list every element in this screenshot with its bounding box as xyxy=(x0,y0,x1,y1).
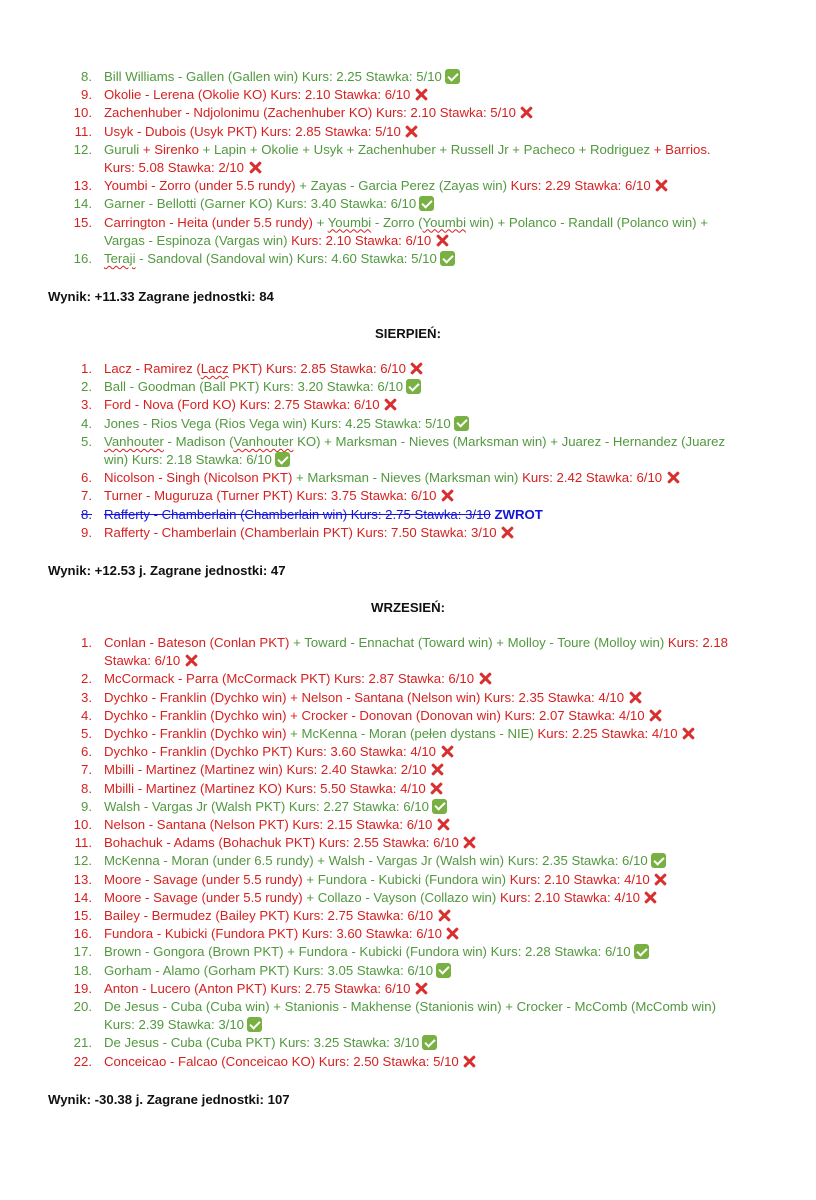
cross-mark-icon xyxy=(627,690,642,705)
bet-number: 14. xyxy=(73,889,92,905)
bet-number: 2. xyxy=(81,379,92,395)
cross-mark-icon xyxy=(462,835,477,850)
cross-mark-icon xyxy=(439,744,454,759)
bet-number: 15. xyxy=(73,908,92,924)
bet-text: + McKenna - Moran (pełen dystans - NIE) xyxy=(290,726,538,742)
bet-text: Okolie - Lerena (Okolie KO) Kurs: 2.10 Stawka: 6/10 xyxy=(104,87,411,103)
bet-text: Brown - Gongora (Brown PKT) + Fundora - Kubicki (Fundora win) Kurs: 2.28 Stawka: 6/10 xyxy=(104,944,631,960)
bet-item xyxy=(0,998,744,1034)
bet-item xyxy=(0,195,744,213)
bet-number: 22. xyxy=(73,1053,92,1069)
bet-text: Bill Williams - Gallen (Gallen win) Kurs: 2.25 Stawka: 5/10 xyxy=(104,69,442,84)
bet-number: 21. xyxy=(73,1035,92,1051)
bet-text: Teraji xyxy=(104,251,136,267)
bet-text: ZWROT xyxy=(494,506,543,522)
bet-number: 15. xyxy=(73,214,92,230)
bet-number: 4. xyxy=(81,415,92,431)
bet-item xyxy=(0,889,744,907)
bet-item xyxy=(0,104,744,122)
cross-mark-icon xyxy=(665,470,680,485)
bet-number: 3. xyxy=(81,689,92,705)
bet-item xyxy=(0,743,744,761)
bet-text: + Barrios. Kurs: 5.08 Stawka: 2/10 xyxy=(104,141,711,176)
bet-number: 16. xyxy=(73,926,92,942)
bet-number: 8. xyxy=(81,780,92,796)
bet-item xyxy=(0,524,744,542)
september-bets-list xyxy=(0,634,816,1071)
bet-number: 20. xyxy=(73,999,92,1015)
bet-item xyxy=(0,962,744,980)
bet-item xyxy=(0,360,744,378)
bet-item xyxy=(0,415,744,433)
bet-number: 6. xyxy=(81,470,92,486)
bet-text: - Madison ( xyxy=(163,433,234,449)
check-mark-icon xyxy=(634,944,649,959)
bet-item xyxy=(0,123,744,141)
bet-text: + Zayas - Garcia Perez (Zayas win) xyxy=(299,178,511,194)
bet-item xyxy=(0,214,744,250)
bet-text: Nelson - Santana (Nelson PKT) Kurs: 2.15 Stawka: 6/10 xyxy=(104,817,433,833)
cross-mark-icon xyxy=(462,1054,477,1069)
bet-number: 6. xyxy=(81,744,92,760)
bet-text: Dychko - Franklin (Dychko win) + Nelson - Santana (Nelson win) Kurs: 2.35 Stawka: 4/10 xyxy=(104,689,625,705)
bet-text: Kurs: 2.29 Stawka: 6/10 xyxy=(510,178,651,194)
bet-item xyxy=(0,871,744,889)
bet-number: 5. xyxy=(81,726,92,742)
bet-text: Bailey - Bermudez (Bailey PKT) Kurs: 2.75 Stawka: 6/10 xyxy=(104,908,434,924)
bet-text: Guruli xyxy=(104,141,143,157)
bet-number: 16. xyxy=(73,251,92,267)
bet-item xyxy=(0,86,744,104)
bet-text: Kurs: 2.25 Stawka: 4/10 xyxy=(537,726,678,742)
bet-text: Dychko - Franklin (Dychko PKT) Kurs: 3.60 Stawka: 4/10 xyxy=(104,744,437,760)
check-mark-icon xyxy=(406,379,421,394)
bet-item xyxy=(0,1053,744,1071)
bet-text: + Lapin + Okolie + Usyk + Zachenhuber + Russell Jr + Pacheco + Rodriguez xyxy=(198,141,654,157)
bet-item xyxy=(0,506,744,524)
cross-mark-icon xyxy=(183,653,198,668)
bet-item xyxy=(0,378,744,396)
cross-mark-icon xyxy=(477,671,492,686)
bet-text: Conceicao - Falcao (Conceicao KO) Kurs: 2.50 Stawka: 5/10 xyxy=(104,1053,459,1069)
cross-mark-icon xyxy=(409,361,424,376)
bet-text: Nicolson - Singh (Nicolson PKT) xyxy=(104,470,297,486)
bet-text: Vanhouter xyxy=(233,433,294,449)
bet-text: PKT) Kurs: 2.85 Stawka: 6/10 xyxy=(228,361,406,376)
check-mark-icon xyxy=(651,853,666,868)
august-heading: SIERPIEŃ: xyxy=(375,326,441,341)
bet-number: 18. xyxy=(73,962,92,978)
bet-text: Rafferty - Chamberlain (Chamberlain win) Kurs: 2.75 Stawka: 3/10 xyxy=(104,506,491,522)
bet-text: Gorham - Alamo (Gorham PKT) Kurs: 3.05 Stawka: 6/10 xyxy=(104,962,434,978)
bet-item xyxy=(0,907,744,925)
check-mark-icon xyxy=(422,1035,437,1050)
bet-text: Ball - Goodman (Ball PKT) Kurs: 3.20 Stawka: 6/10 xyxy=(104,379,404,395)
bet-item xyxy=(0,725,744,743)
bet-text: De Jesus - Cuba (Cuba win) + Stanionis - Makhense (Stanionis win) + Crocker - McComb (McComb win) Kurs: 2.39 Stawka: 3/10 xyxy=(104,999,716,1033)
cross-mark-icon xyxy=(643,890,658,905)
check-mark-icon xyxy=(436,963,451,978)
bet-text: Kurs: 2.18 Stawka: 6/10 xyxy=(104,635,729,669)
bet-number: 5. xyxy=(81,433,92,449)
bet-text: + Marksman - Nieves (Marksman win) xyxy=(296,470,523,486)
cross-mark-icon xyxy=(429,781,444,796)
bet-text: Kurs: 2.42 Stawka: 6/10 xyxy=(522,470,663,486)
bet-number: 10. xyxy=(73,817,92,833)
bet-item xyxy=(0,469,744,487)
cross-mark-icon xyxy=(440,488,455,503)
bet-text: Rafferty - Chamberlain (Chamberlain PKT) Kurs: 7.50 Stawka: 3/10 xyxy=(104,524,497,540)
bet-item xyxy=(0,834,744,852)
july-result: Wynik: +11.33 Zagrane jednostki: 84 xyxy=(48,289,274,304)
cross-mark-icon xyxy=(653,872,668,887)
bet-item xyxy=(0,177,744,195)
cross-mark-icon xyxy=(436,908,451,923)
bet-text: McCormack - Parra (McCormack PKT) Kurs: 2.87 Stawka: 6/10 xyxy=(104,671,475,687)
bet-text: + Fundora - Kubicki (Fundora win) xyxy=(306,871,510,887)
bet-text: McKenna - Moran (under 6.5 rundy) + Walsh - Vargas Jr (Walsh win) Kurs: 2.35 Stawka: 6/10 xyxy=(104,853,648,869)
bet-number: 12. xyxy=(73,141,92,157)
august-bets-list xyxy=(0,360,816,542)
bet-text: Carrington - Heita (under 5.5 rundy) xyxy=(104,214,317,230)
bet-number: 7. xyxy=(81,488,92,504)
bet-number: 13. xyxy=(73,178,92,194)
cross-mark-icon xyxy=(383,397,398,412)
bet-text: Mbilli - Martinez (Martinez win) Kurs: 2.40 Stawka: 2/10 xyxy=(104,762,427,778)
check-mark-icon xyxy=(432,799,447,814)
bet-text: Jones - Rios Vega (Rios Vega win) Kurs: 4.25 Stawka: 5/10 xyxy=(104,415,451,431)
check-mark-icon xyxy=(440,251,455,266)
cross-mark-icon xyxy=(654,178,669,193)
september-heading: WRZESIEŃ: xyxy=(371,600,445,615)
bet-item xyxy=(0,780,744,798)
bet-item xyxy=(0,852,744,870)
bet-item xyxy=(0,816,744,834)
bet-text: Kurs: 2.10 Stawka: 4/10 xyxy=(509,871,650,887)
bet-text: Kurs: 2.10 Stawka: 6/10 xyxy=(291,232,432,248)
bet-item xyxy=(0,634,744,670)
bet-text: - Zorro ( xyxy=(371,214,423,230)
bet-number: 1. xyxy=(81,361,92,376)
check-mark-icon xyxy=(445,69,460,84)
bet-item xyxy=(0,980,744,998)
bet-text: Zachenhuber - Ndjolonimu (Zachenhuber KO) Kurs: 2.10 Stawka: 5/10 xyxy=(104,105,516,121)
july-bets-list xyxy=(0,68,816,268)
bet-text: Lacz xyxy=(200,361,229,376)
bet-item xyxy=(0,396,744,414)
cross-mark-icon xyxy=(413,87,428,102)
bet-text: Ford - Nova (Ford KO) Kurs: 2.75 Stawka: 6/10 xyxy=(104,397,380,413)
bet-text: Fundora - Kubicki (Fundora PKT) Kurs: 3.60 Stawka: 6/10 xyxy=(104,926,442,942)
bet-number: 1. xyxy=(81,635,92,650)
cross-mark-icon xyxy=(519,105,534,120)
bet-text: Bohachuk - Adams (Bohachuk PKT) Kurs: 2.55 Stawka: 6/10 xyxy=(104,835,459,851)
bet-text: Lacz - Ramirez ( xyxy=(104,361,201,376)
cross-mark-icon xyxy=(247,160,262,175)
bet-number: 10. xyxy=(73,105,92,121)
bet-number: 17. xyxy=(73,944,92,960)
bet-text: Usyk - Dubois (Usyk PKT) Kurs: 2.85 Stawka: 5/10 xyxy=(104,123,401,139)
bet-text: Youmbi xyxy=(422,214,467,230)
bet-item xyxy=(0,943,744,961)
bet-text: - Sandoval (Sandoval win) Kurs: 4.60 Stawka: 5/10 xyxy=(135,251,437,267)
cross-mark-icon xyxy=(500,525,515,540)
bet-text: + Collazo - Vayson (Collazo win) xyxy=(306,889,500,905)
bet-text: Moore - Savage (under 5.5 rundy) xyxy=(104,871,307,887)
bet-item xyxy=(0,68,744,86)
cross-mark-icon xyxy=(413,981,428,996)
bet-number: 9. xyxy=(81,798,92,814)
bet-text: Youmbi xyxy=(327,214,372,230)
bet-text: Mbilli - Martinez (Martinez KO) Kurs: 5.50 Stawka: 4/10 xyxy=(104,780,426,796)
bet-text: Conlan - Bateson (Conlan PKT) xyxy=(104,635,294,650)
cross-mark-icon xyxy=(404,124,419,139)
bet-text: Youmbi - Zorro (under 5.5 rundy) xyxy=(104,178,300,194)
bet-number: 9. xyxy=(81,87,92,103)
bet-item xyxy=(0,670,744,688)
bet-item xyxy=(0,925,744,943)
bet-text: win) + Polanco - Randall (Polanco win) + Vargas - Espinoza (Vargas win) xyxy=(104,214,708,248)
bet-text: Turner - Muguruza (Turner PKT) Kurs: 3.75 Stawka: 6/10 xyxy=(104,488,437,504)
bet-text: Dychko - Franklin (Dychko win) + Crocker - Donovan (Donovan win) Kurs: 2.07 Stawka: 4/10 xyxy=(104,707,645,723)
bet-item xyxy=(0,487,744,505)
cross-mark-icon xyxy=(648,708,663,723)
bet-item xyxy=(0,1034,744,1052)
bet-text: De Jesus - Cuba (Cuba PKT) Kurs: 3.25 Stawka: 3/10 xyxy=(104,1035,420,1051)
bet-text: + Toward - Ennachat (Toward win) + Molloy - Toure (Molloy win) xyxy=(293,635,668,650)
bet-text: Vanhouter xyxy=(104,433,164,449)
bet-number: 11. xyxy=(74,123,92,139)
bet-number: 9. xyxy=(81,524,92,540)
bet-text: Dychko - Franklin (Dychko win) xyxy=(104,726,291,742)
cross-mark-icon xyxy=(429,762,444,777)
bet-number: 4. xyxy=(81,707,92,723)
bet-number: 2. xyxy=(81,671,92,687)
bet-item xyxy=(0,707,744,725)
bet-number: 8. xyxy=(81,69,92,84)
bet-text: + xyxy=(316,214,328,230)
bet-text: Kurs: 2.10 Stawka: 4/10 xyxy=(499,889,640,905)
bet-number: 11. xyxy=(74,835,92,851)
bet-number: 13. xyxy=(73,871,92,887)
bet-item xyxy=(0,689,744,707)
check-mark-icon xyxy=(275,452,290,467)
bet-number: 7. xyxy=(81,762,92,778)
bet-text: Garner - Bellotti (Garner KO) Kurs: 3.40 Stawka: 6/10 xyxy=(104,196,417,212)
bet-item xyxy=(0,761,744,779)
bet-number: 12. xyxy=(73,853,92,869)
cross-mark-icon xyxy=(435,817,450,832)
cross-mark-icon xyxy=(434,233,449,248)
bet-item xyxy=(0,250,744,268)
bet-number: 8. xyxy=(81,506,92,522)
bet-text: Anton - Lucero (Anton PKT) Kurs: 2.75 Stawka: 6/10 xyxy=(104,980,411,996)
bet-text: + Sirenko xyxy=(142,141,199,157)
bet-item xyxy=(0,141,744,177)
september-result: Wynik: -30.38 j. Zagrane jednostki: 107 xyxy=(48,1092,290,1107)
bet-item xyxy=(0,433,744,469)
bet-number: 19. xyxy=(73,980,92,996)
august-result: Wynik: +12.53 j. Zagrane jednostki: 47 xyxy=(48,563,286,578)
check-mark-icon xyxy=(247,1017,262,1032)
bet-text: KO) + Marksman - Nieves (Marksman win) + Juarez - Hernandez (Juarez win) Kurs: 2.18 Stawka: 6/10 xyxy=(104,433,726,468)
bet-number: 14. xyxy=(73,196,92,212)
cross-mark-icon xyxy=(445,926,460,941)
cross-mark-icon xyxy=(681,726,696,741)
bet-text: Walsh - Vargas Jr (Walsh PKT) Kurs: 2.27 Stawka: 6/10 xyxy=(104,798,429,814)
bet-number: 3. xyxy=(81,397,92,413)
bet-item xyxy=(0,798,744,816)
bet-text: Moore - Savage (under 5.5 rundy) xyxy=(104,889,307,905)
check-mark-icon xyxy=(454,416,469,431)
check-mark-icon xyxy=(419,196,434,211)
